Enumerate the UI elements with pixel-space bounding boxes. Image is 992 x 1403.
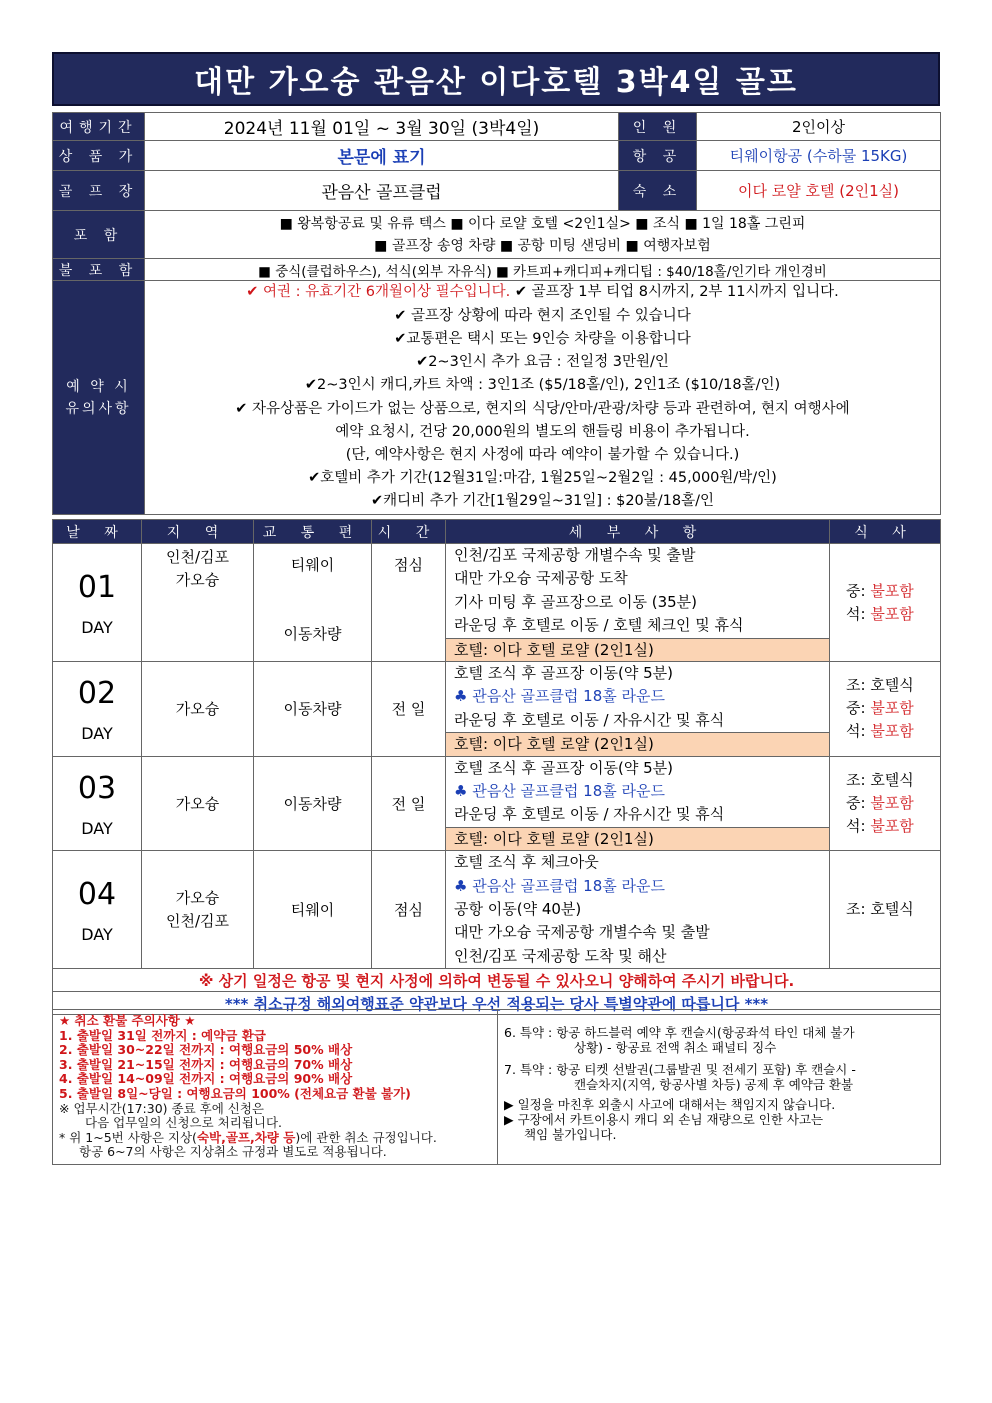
notice-line: ✔2~3인시 추가 요금 : 전일정 3만원/인 xyxy=(416,354,669,371)
notice-line: (단, 예약사항은 현지 사정에 따라 예약이 불가할 수 있습니다.) xyxy=(345,446,740,463)
teeup-notice: ✔ 골프장 1부 티업 8시까지, 2부 11시까지 입니다. xyxy=(510,284,839,301)
day-label: DAY xyxy=(81,925,113,945)
people-label: 인 원 xyxy=(619,113,697,141)
cancel-left xyxy=(53,1010,498,1165)
detail-line: 라운딩 후 호텔로 이동 / 자유시간 및 휴식 xyxy=(454,710,725,729)
meal-item: 중: 불포함 xyxy=(846,793,914,812)
notice-label xyxy=(53,281,145,515)
page-title: 대만 가오슝 관음산 이다호텔 3박4일 골프 xyxy=(52,52,940,106)
golf-value: 관음산 골프클럽 xyxy=(145,171,619,211)
include-line: ■ 왕복항공료 및 유류 텍스 ■ 이다 로얄 호텔 <2인1실> ■ 조식 ■ 1일 18홀 그린피 xyxy=(279,215,806,232)
special-terms-7: 7. 특약 : 항공 티켓 선발권(그룹발권 및 전세기 포함) 후 캔슬시 - xyxy=(504,1062,856,1078)
time-cell: 점심 xyxy=(372,851,446,969)
meals-cell xyxy=(830,851,941,969)
notice-label-2: 유의사항 xyxy=(65,400,132,417)
transport-cell: 이동차량 xyxy=(254,662,372,757)
outing-disclaimer: ▶ 일정을 마친후 외출시 사고에 대해서는 책임지지 않습니다. xyxy=(504,1097,836,1113)
transport-cell xyxy=(254,544,372,662)
include-label: 포 함 xyxy=(53,211,145,259)
region-cell: 가오슝 xyxy=(142,662,254,757)
price-value: 본문에 표기 xyxy=(145,141,619,171)
day-label: DAY xyxy=(81,724,113,744)
day-cell xyxy=(53,851,142,969)
header-meals: 식 사 xyxy=(830,520,941,544)
office-hours-2: 다음 업무일의 신청으로 처리됩니다. xyxy=(85,1115,283,1131)
transport: 티웨이 xyxy=(290,556,335,574)
detail-line: 공항 이동(약 40분) xyxy=(454,899,582,918)
region-cell xyxy=(142,851,254,969)
time-cell: 점심 xyxy=(372,544,446,662)
cart-disclaimer: ▶ 구장에서 카트이용시 캐디 외 손님 재량으로 인한 사고는 xyxy=(504,1111,824,1127)
special-terms-6: 6. 특약 : 항공 하드블럭 예약 후 캔슬시(항공좌석 타인 대체 불가 xyxy=(504,1025,855,1040)
meal-item: 중: 불포함 xyxy=(846,581,914,600)
notice-label-1: 예 약 시 xyxy=(66,378,131,395)
exclude-label: 불 포 함 xyxy=(53,259,145,281)
transport-cell: 이동차량 xyxy=(254,756,372,851)
include-value xyxy=(145,211,941,259)
header-date: 날 짜 xyxy=(53,520,142,544)
include-line: ■ 골프장 송영 차량 ■ 공항 미팅 샌딩비 ■ 여행자보험 xyxy=(374,237,711,254)
notice-value xyxy=(145,281,941,515)
golf-round-line: ♣ 관음산 골프클럽 18홀 라운드 xyxy=(454,687,665,706)
day-number: 03 xyxy=(77,770,117,806)
cart-disclaimer-2: 책임 불가입니다. xyxy=(524,1126,617,1142)
details-cell xyxy=(446,662,830,757)
cancel-item: 1. 출발일 31일 전까지 : 예약금 환급 xyxy=(59,1027,266,1043)
price-label: 상 품 가 xyxy=(53,141,145,171)
people-value: 2인이상 xyxy=(697,113,941,141)
day-number: 04 xyxy=(77,877,117,913)
hotel-line: 호텔: 이다 호텔 로얄 (2인1실) xyxy=(446,638,829,661)
notice-line: ✔ 자유상품은 가이드가 없는 상품으로, 현지의 식당/안마/관광/차량 등과 관련하여, 현지 여행사에 xyxy=(235,400,850,417)
special-terms-6b: 상황) - 항공료 전액 취소 패널티 징수 xyxy=(574,1039,777,1055)
cancel-right xyxy=(498,1010,941,1165)
region: 가오슝 xyxy=(175,888,220,907)
meal-item: 석: 불포함 xyxy=(846,604,914,623)
golf-label: 골 프 장 xyxy=(53,171,145,211)
detail-line: 대만 가오슝 국제공항 도착 xyxy=(454,569,628,588)
meal-item: 석: 불포함 xyxy=(846,722,914,741)
cancel-title: ★ 취소 환불 주의사항 ★ xyxy=(59,1013,196,1028)
detail-line: 기사 미팅 후 골프장으로 이동 (35분) xyxy=(454,592,698,611)
info-table xyxy=(52,112,941,515)
header-details: 세 부 사 항 xyxy=(446,520,830,544)
region-cell: 가오슝 xyxy=(142,756,254,851)
notice-line: ✔캐디비 추가 기간[1월29일~31일] : $20불/18홀/인 xyxy=(370,493,715,510)
office-hours: ※ 업무시간(17:30) 종료 후에 신청은 xyxy=(59,1100,264,1116)
detail-line: 인천/김포 국제공항 도착 및 해산 xyxy=(454,946,667,965)
meal-item: 중: 불포함 xyxy=(846,699,914,718)
details-cell xyxy=(446,544,830,662)
day-cell xyxy=(53,662,142,757)
region: 인천/김포 xyxy=(165,548,229,566)
meal-item: 조: 호텔식 xyxy=(846,900,914,919)
transport-cell: 티웨이 xyxy=(254,851,372,969)
special-terms-7b: 캔슬차지(지역, 항공사별 차등) 공제 후 예약금 환불 xyxy=(574,1076,854,1092)
notice-line: 예약 요청시, 건당 20,000원의 별도의 핸들링 비용이 추가됩니다. xyxy=(335,423,750,440)
itinerary-table xyxy=(52,519,941,1015)
hotel-line: 호텔: 이다 호텔 로얄 (2인1실) xyxy=(446,732,829,755)
golf-round-line: ♣ 관음산 골프클럽 18홀 라운드 xyxy=(454,876,665,895)
period-value: 2024년 11월 01일 ~ 3월 30일 (3박4일) xyxy=(145,113,619,141)
day-number: 02 xyxy=(77,676,117,712)
transport: 이동차량 xyxy=(283,625,342,643)
notice-line xyxy=(145,281,940,304)
meal-item: 조: 호텔식 xyxy=(846,770,914,789)
notice-line: ✔호텔비 추가 기간(12월31일:마감, 1월25일~2월2일 : 45,000원/박/인) xyxy=(308,470,777,487)
meals-cell xyxy=(830,544,941,662)
day-row-04 xyxy=(53,851,941,969)
cancel-rule-note: *** 취소규정 해외여행표준 약관보다 우선 적용되는 당사 특별약관에 따릅니다 *** xyxy=(53,992,941,1015)
details-cell xyxy=(446,756,830,851)
region-cell xyxy=(142,544,254,662)
hotel-label: 숙 소 xyxy=(619,171,697,211)
day-row-03 xyxy=(53,756,941,851)
time-cell: 전 일 xyxy=(372,756,446,851)
period-label: 여행기간 xyxy=(53,113,145,141)
hotel-value: 이다 로얄 호텔 (2인1실) xyxy=(697,171,941,211)
day-row-02 xyxy=(53,662,941,757)
notice-line: ✔ 골프장 상황에 따라 현지 조인될 수 있습니다 xyxy=(394,307,691,324)
airline-label: 항 공 xyxy=(619,141,697,171)
meals-cell xyxy=(830,756,941,851)
meals-cell xyxy=(830,662,941,757)
header-transport: 교 통 편 xyxy=(254,520,372,544)
detail-line: 호텔 조식 후 골프장 이동(약 5분) xyxy=(454,664,673,682)
exclude-value: ■ 중식(클럽하우스), 석식(외부 자유식) ■ 카트피+캐디피+캐디팁 : $40/18홀/인기타 개인경비 xyxy=(145,259,941,281)
detail-line: 라운딩 후 호텔로 이동 / 자유시간 및 휴식 xyxy=(454,805,725,824)
header-region: 지 역 xyxy=(142,520,254,544)
day-label: DAY xyxy=(81,618,113,637)
ground-rule: * 위 1~5번 사항은 지상(숙박,골프,차량 등)에 관한 취소 규정입니다. xyxy=(59,1129,437,1145)
detail-line: 호텔 조식 후 체크아웃 xyxy=(454,853,599,872)
cancel-item: 5. 출발일 8일~당일 : 여행요금의 100% (전체요금 환불 불가) xyxy=(59,1085,411,1101)
region: 인천/김포 xyxy=(165,911,229,930)
airline-value: 티웨이항공 (수하물 15KG) xyxy=(697,141,941,171)
day-cell xyxy=(53,544,142,662)
hotel-line: 호텔: 이다 호텔 로얄 (2인1실) xyxy=(446,827,829,850)
details-cell xyxy=(446,851,830,969)
detail-line: 대만 가오슝 국제공항 개별수속 및 출발 xyxy=(454,923,710,942)
day-label: DAY xyxy=(81,818,113,838)
passport-notice: ✔ 여권 : 유효기간 6개월이상 필수입니다. xyxy=(246,284,511,301)
cancel-policy-table xyxy=(52,1009,941,1165)
day-row-01 xyxy=(53,544,941,662)
detail-line: 라운딩 후 호텔로 이동 / 호텔 체크인 및 휴식 xyxy=(454,616,744,635)
notice-line: ✔2~3인시 캐디,카트 차액 : 3인1조 ($5/18홀/인), 2인1조 ($10/18홀/인) xyxy=(304,377,781,394)
time-cell: 전 일 xyxy=(372,662,446,757)
day-cell xyxy=(53,756,142,851)
detail-line: 인천/김포 국제공항 개별수속 및 출발 xyxy=(454,546,696,564)
cancel-item: 4. 출발일 14~09일 전까지 : 여행요금의 90% 배상 xyxy=(59,1071,353,1087)
ground-rule-2: 항공 6~7의 사항은 지상취소 규정과 별도로 적용됩니다. xyxy=(79,1144,387,1160)
cancel-item: 3. 출발일 21~15일 전까지 : 여행요금의 70% 배상 xyxy=(59,1056,353,1072)
golf-round-line: ♣ 관음산 골프클럽 18홀 라운드 xyxy=(454,781,665,800)
meal-item: 석: 불포함 xyxy=(846,816,914,835)
detail-line: 호텔 조식 후 골프장 이동(약 5분) xyxy=(454,758,673,777)
region: 가오슝 xyxy=(175,571,220,589)
header-time: 시 간 xyxy=(372,520,446,544)
notice-line: ✔교통편은 택시 또는 9인승 차량을 이용합니다 xyxy=(394,330,691,347)
cancel-item: 2. 출발일 30~22일 전까지 : 여행요금의 50% 배상 xyxy=(59,1042,353,1058)
schedule-change-note: ※ 상기 일정은 항공 및 현지 사정에 의하여 변동될 수 있사오니 양해하여 주시기 바랍니다. xyxy=(53,969,941,992)
day-number: 01 xyxy=(77,570,117,605)
meal-item: 조: 호텔식 xyxy=(846,676,914,695)
